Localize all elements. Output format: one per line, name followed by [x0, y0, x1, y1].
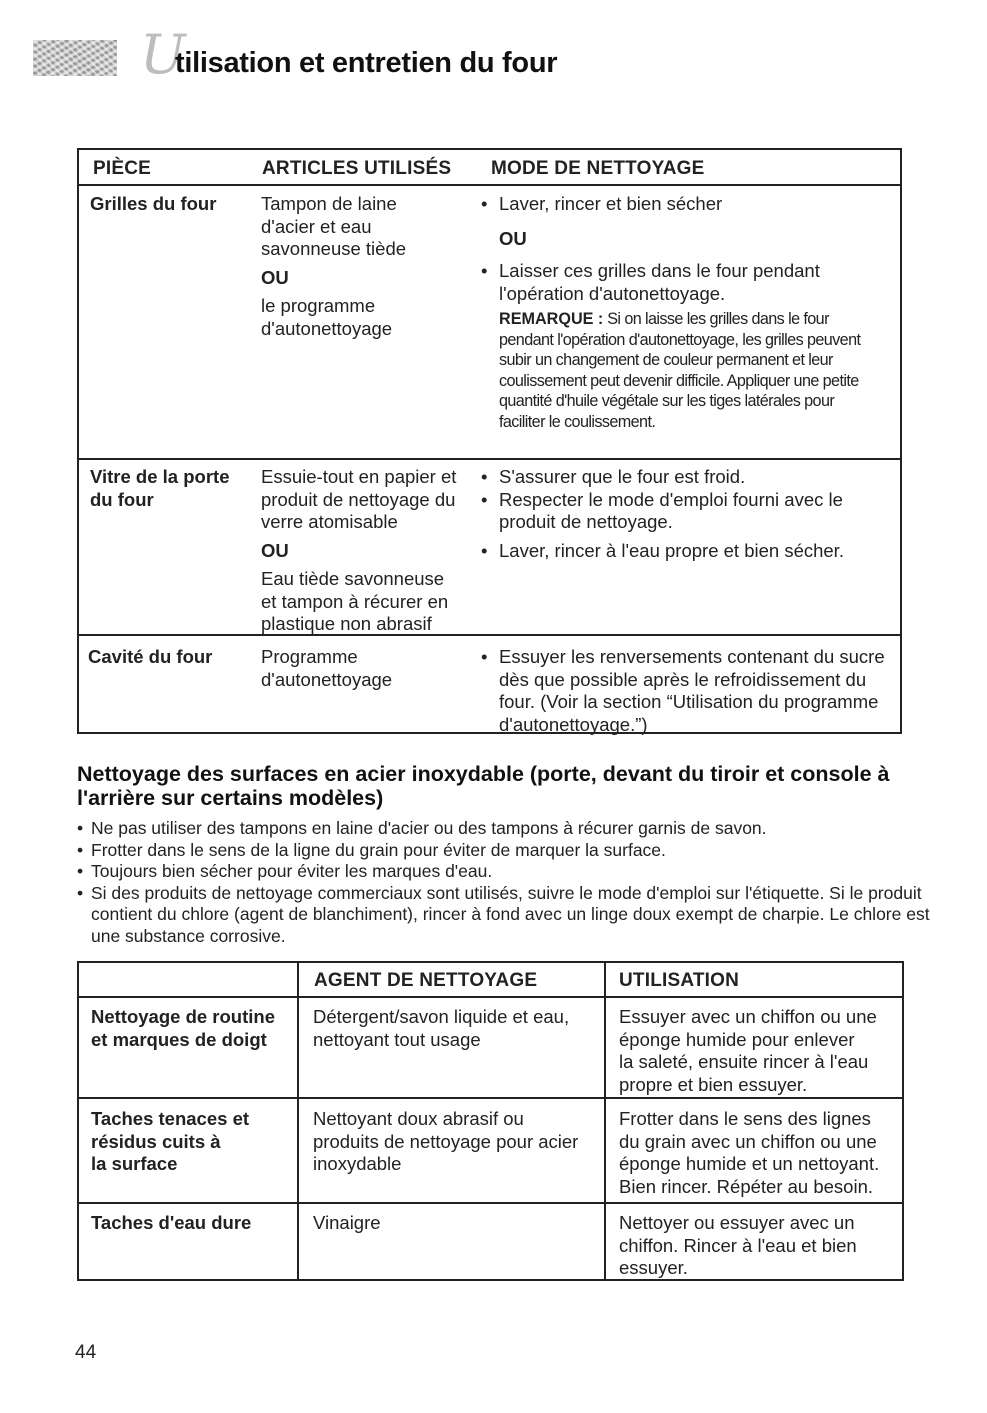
agent-eau-dure: Vinaigre — [313, 1212, 381, 1233]
page-title: tilisation et entretien du four — [175, 47, 558, 79]
stainless-cleaning-table — [77, 961, 904, 1281]
list-item: • Si des produits de nettoyage commerciaux sont utilisés, suivre le mode d'emploi sur l'étiquette. Si le produit contient du chlore (agent de blanchiment), rincer à fond avec un linge doux exempt de charpie. Le chlore est une substance corrosive. — [77, 883, 941, 948]
row-label-vitre: Vitre de la porte du four — [90, 466, 230, 510]
remark-note: REMARQUE : Si on laisse les grilles dans le four pendant l'opération d'autonettoyage, les grilles peuvent subir un changement de couleur permanent et leur coulissement peut devenir difficile. Appliquer une petite quantité d'huile végétale sur les tiges latérales pour faciliter le coulissement. — [499, 310, 861, 431]
row-label-grilles: Grilles du four — [90, 193, 217, 214]
agent-routine: Détergent/savon liquide et eau, nettoyant tout usage — [313, 1006, 570, 1050]
row-label-eau-dure: Taches d'eau dure — [91, 1212, 252, 1233]
articles-cavite: Programme d'autonettoyage — [261, 646, 393, 690]
row-label-cavite: Cavité du four — [88, 646, 213, 667]
utilisation-taches-tenaces: Frotter dans le sens des lignes du grain avec un chiffon ou une éponge humide et un nettoyant. Bien rincer. Répéter au besoin. — [619, 1108, 880, 1197]
section-title: Nettoyage des surfaces en acier inoxydable (porte, devant du tiroir et console à l'arrière sur certains modèles) — [77, 762, 890, 810]
header-articles: ARTICLES UTILISÉS — [262, 158, 452, 179]
mode-grilles: • Laver, rincer et bien sécher OU • Laisser ces grilles dans le four pendant l'opération d'autonettoyage. REMARQUE : Si on laisse les grilles dans le four pendant l'opération d'autonettoyage, les grilles peuvent subir un changement de couleur permanent et leur coulissement peut devenir difficile. Appliquer une petite quantité d'huile végétale sur les tiges latérales pour faciliter le coulissement. — [481, 193, 879, 432]
header-agent: AGENT DE NETTOYAGE — [314, 970, 538, 991]
mode-cavite: • Essuyer les renversements contenant du sucre dès que possible après le refroidissement du four. (Voir la section “Utilisation du programme d'autonettoyage.”) — [481, 646, 899, 736]
page-number: 44 — [75, 1342, 97, 1363]
oven-cleaning-table — [77, 148, 902, 734]
header-decoration — [33, 40, 117, 76]
list-item: • Ne pas utiliser des tampons en laine d'acier ou des tampons à récurer garnis de savon. — [77, 818, 957, 840]
row-label-routine: Nettoyage de routine et marques de doigt — [91, 1006, 275, 1050]
mode-vitre: • S'assurer que le four est froid. • Respecter le mode d'emploi fourni avec le produit de nettoyage. • Laver, rincer à l'eau propre et bien sécher. — [481, 466, 881, 562]
section-bullet-list — [77, 818, 957, 947]
articles-vitre: Essuie-tout en papier et produit de nettoyage du verre atomisable OU Eau tiède savonneuse et tampon à récurer en plastique non abrasif — [261, 466, 457, 634]
list-item: • Frotter dans le sens de la ligne du grain pour éviter de marquer la surface. — [77, 840, 957, 862]
title-initial: U — [140, 23, 186, 86]
list-item: • Toujours bien sécher pour éviter les marques d'eau. — [77, 861, 957, 883]
utilisation-eau-dure: Nettoyer ou essuyer avec un chiffon. Rincer à l'eau et bien essuyer. — [619, 1212, 857, 1278]
header-mode: MODE DE NETTOYAGE — [491, 158, 705, 179]
utilisation-routine: Essuyer avec un chiffon ou une éponge humide pour enlever la saleté, ensuite rincer à l'eau propre et bien essuyer. — [619, 1006, 877, 1095]
header-piece: PIÈCE — [93, 158, 152, 179]
header-utilisation: UTILISATION — [619, 970, 740, 991]
articles-grilles: Tampon de laine d'acier et eau savonneuse tiède OU le programme d'autonettoyage — [261, 193, 407, 339]
agent-taches-tenaces: Nettoyant doux abrasif ou produits de nettoyage pour acier inoxydable — [313, 1108, 579, 1174]
row-label-taches-tenaces: Taches tenaces et résidus cuits à la surface — [91, 1108, 250, 1174]
